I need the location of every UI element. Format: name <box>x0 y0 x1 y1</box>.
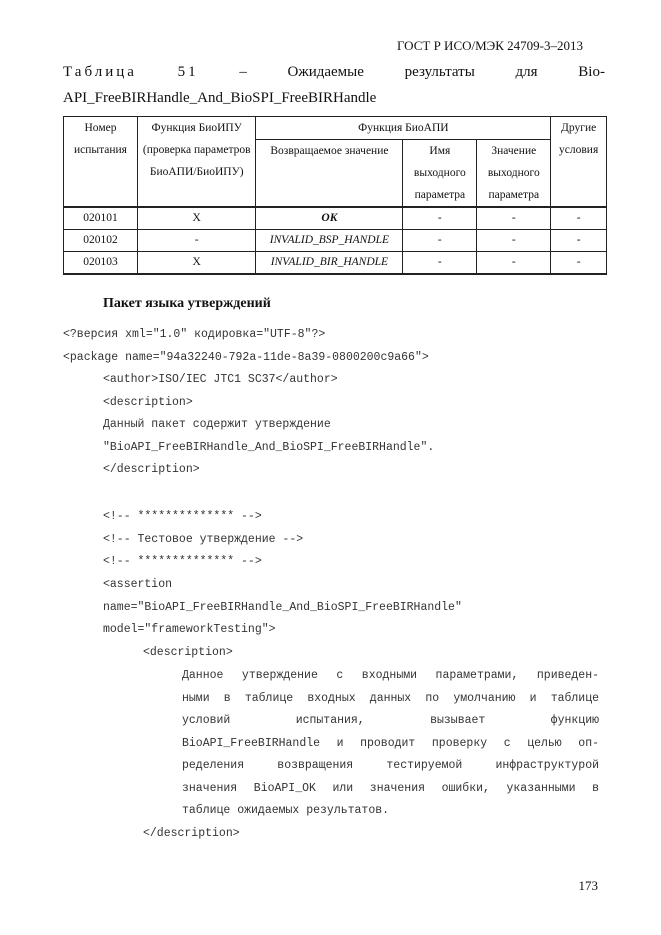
header-other-conditions: Другие условия <box>551 117 607 208</box>
code-line: </description> <box>143 827 240 840</box>
paragraph-line: ределения возвращения тестируемой инфраструктурой <box>182 759 599 772</box>
caption-word: – <box>239 64 247 80</box>
paragraph-line: ными в таблице входных данных по умолчанию и таблице <box>182 691 599 705</box>
cell-number: 020102 <box>64 230 138 252</box>
code-line: <!-- ************** --> <box>103 510 262 523</box>
code-line: <description> <box>143 646 233 659</box>
paragraph-line: BioAPI_FreeBIRHandle и проводит проверку с целью оп- <box>182 736 599 750</box>
code-line: <author>ISO/IEC JTC1 SC37</author> <box>103 373 338 386</box>
caption-word: результаты <box>404 64 475 80</box>
cell-check: X <box>137 252 256 275</box>
header-output-name: Имя выходного параметра <box>403 140 477 208</box>
paragraph-line: Данное утверждение с входными параметрами, приведен- <box>182 669 599 682</box>
code-line: <?версия xml="1.0" кодировка="UTF-8"?> <box>63 328 326 341</box>
code-line: model="frameworkTesting"> <box>103 623 276 636</box>
header-test-number: Номер испытания <box>64 117 138 208</box>
caption-word: Таблица <box>63 64 137 80</box>
paragraph-line: условий испытания, вызывает функцию <box>182 714 599 727</box>
code-line: <!-- Тестовое утверждение --> <box>103 533 304 546</box>
code-line: <assertion <box>103 578 173 591</box>
cell-other: - <box>551 252 607 275</box>
cell-outval: - <box>477 207 551 230</box>
caption-word: 51 <box>177 64 199 80</box>
table-caption <box>63 64 605 81</box>
cell-check: X <box>137 207 256 230</box>
code-line: </description> <box>103 463 200 476</box>
caption-word: Ожидаемые <box>287 64 364 80</box>
cell-outname: - <box>403 230 477 252</box>
document-header: ГОСТ Р ИСО/МЭК 24709-3–2013 <box>396 38 583 53</box>
table-row <box>64 252 607 275</box>
paragraph-line: значения BioAPI_OK или значения ошибки, указанными в <box>182 781 599 795</box>
page-number: 173 <box>578 878 598 893</box>
table-row <box>64 230 607 252</box>
section-title: Пакет языка утверждений <box>103 296 271 311</box>
cell-outname: - <box>403 207 477 230</box>
expected-results-table <box>63 116 607 275</box>
cell-outval: - <box>477 252 551 275</box>
code-line: Данный пакет содержит утверждение <box>103 418 331 431</box>
code-line: <!-- ************** --> <box>103 555 262 568</box>
cell-return: INVALID_BSP_HANDLE <box>256 230 403 252</box>
cell-number: 020103 <box>64 252 138 275</box>
cell-number: 020101 <box>64 207 138 230</box>
caption-word: для <box>515 64 538 80</box>
caption-word: Bio- <box>578 64 605 80</box>
header-api-function: Функция БиоАПИ <box>256 117 551 140</box>
cell-other: - <box>551 207 607 230</box>
paragraph-line: таблице ожидаемых результатов. <box>182 804 390 817</box>
table-row <box>64 207 607 230</box>
cell-other: - <box>551 230 607 252</box>
cell-outval: - <box>477 230 551 252</box>
description-paragraph <box>182 665 599 823</box>
cell-return: INVALID_BIR_HANDLE <box>256 252 403 275</box>
cell-outname: - <box>403 252 477 275</box>
code-line: "BioAPI_FreeBIRHandle_And_BioSPI_FreeBIRHandle". <box>103 441 435 454</box>
cell-return: OK <box>256 207 403 230</box>
code-line: <description> <box>103 396 193 409</box>
header-return-value: Возвращаемое значение <box>256 140 403 208</box>
header-ipu-function: Функция БиоИПУ (проверка параметров БиоАПИ/БиоИПУ) <box>137 117 256 208</box>
code-line: name="BioAPI_FreeBIRHandle_And_BioSPI_FreeBIRHandle" <box>103 601 462 614</box>
cell-check: - <box>137 230 256 252</box>
header-output-value: Значение выходного параметра <box>477 140 551 208</box>
table-caption-line2: API_FreeBIRHandle_And_BioSPI_FreeBIRHandle <box>63 90 377 106</box>
code-line: <package name="94a32240-792a-11de-8a39-0800200c9a66"> <box>63 351 429 364</box>
